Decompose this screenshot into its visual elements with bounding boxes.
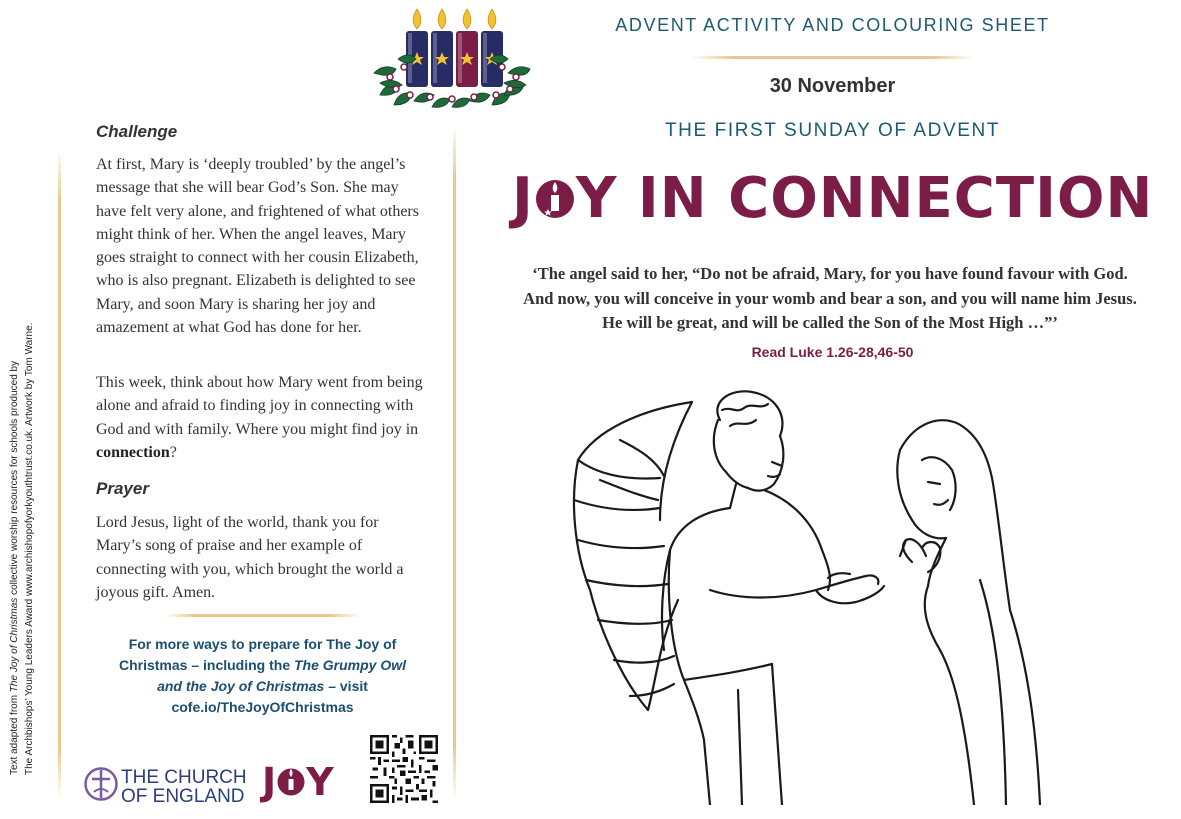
qr-code[interactable] bbox=[370, 735, 438, 803]
joy-logo: J Y bbox=[262, 760, 334, 804]
date: 30 November bbox=[769, 75, 896, 97]
reading-reference: Read Luke 1.26-28,46-50 bbox=[751, 344, 914, 360]
verse-line-3: He will be great, and will be called the Son of the Most High …”’ bbox=[602, 313, 1058, 332]
credit-line-2: The Archbishops’ Young Leaders Award www.archishopofyorkyouthtrust.co.uk. Artwork by Tom Warne. bbox=[24, 322, 35, 775]
column-divider bbox=[453, 125, 456, 800]
advent-wreath-illustration bbox=[370, 5, 535, 117]
week-title: THE FIRST SUNDAY OF ADVENT bbox=[664, 120, 1001, 141]
challenge-paragraph-2: This week, think about how Mary went from being alone and afraid to finding joy in connecting with God and with family. Where you might find joy in connection? bbox=[96, 374, 423, 461]
church-of-england-icon bbox=[83, 766, 119, 802]
website-link[interactable]: cofe.io/TheJoyOfChristmas bbox=[171, 699, 354, 715]
header-divider bbox=[690, 56, 975, 59]
bible-verse bbox=[490, 262, 1170, 336]
angel-and-mary-illustration bbox=[560, 380, 1105, 805]
more-info: For more ways to prepare for The Joy of Christmas – including the The Grumpy Owl and the Joy of Christmas – visit cofe.io/TheJoyOfChristmas bbox=[100, 634, 425, 718]
credit-line-1: Text adapted from The Joy of Christmas collective worship resources for schools produced by bbox=[9, 360, 20, 775]
connection-bold: connection bbox=[96, 443, 170, 461]
challenge-heading: Challenge bbox=[96, 122, 178, 141]
title-joy-j: J bbox=[512, 166, 534, 231]
title-rest: IN CONNECTION bbox=[637, 166, 1154, 231]
prayer-heading: Prayer bbox=[96, 479, 149, 498]
left-divider bbox=[58, 150, 61, 800]
candle-o-icon bbox=[534, 170, 576, 216]
main-title bbox=[512, 166, 1152, 231]
credit-text bbox=[7, 322, 37, 775]
prayer-divider bbox=[165, 614, 360, 617]
sheet-type: ADVENT ACTIVITY AND COLOURING SHEET bbox=[615, 15, 1050, 35]
title-joy-y: Y bbox=[575, 166, 618, 231]
verse-line-1: ‘The angel said to her, “Do not be afraid, Mary, for you have found favour with God. bbox=[532, 264, 1128, 283]
challenge-paragraph-1: At first, Mary is ‘deeply troubled’ by the angel’s message that she will bear God’s Son. She may have felt very alone, and frightened of what others might think of her. When the angel leaves, Mary goes straight to connect with her cousin Elizabeth, who is also pregnant. Elizabeth is delighted to see Mary, and soon Mary is sharing her joy and amazement at what God has done for her. bbox=[96, 156, 419, 337]
church-of-england-wordmark: THE CHURCH OF ENGLAND bbox=[121, 767, 247, 807]
verse-line-2: And now, you will conceive in your womb and bear a son, and you will name him Jesus. bbox=[523, 288, 1137, 308]
joy-candle-icon bbox=[276, 763, 306, 797]
prayer-text: Lord Jesus, light of the world, thank you for Mary’s song of praise and her example of connecting with you, which brought the world a joyous gift. Amen. bbox=[96, 514, 404, 601]
